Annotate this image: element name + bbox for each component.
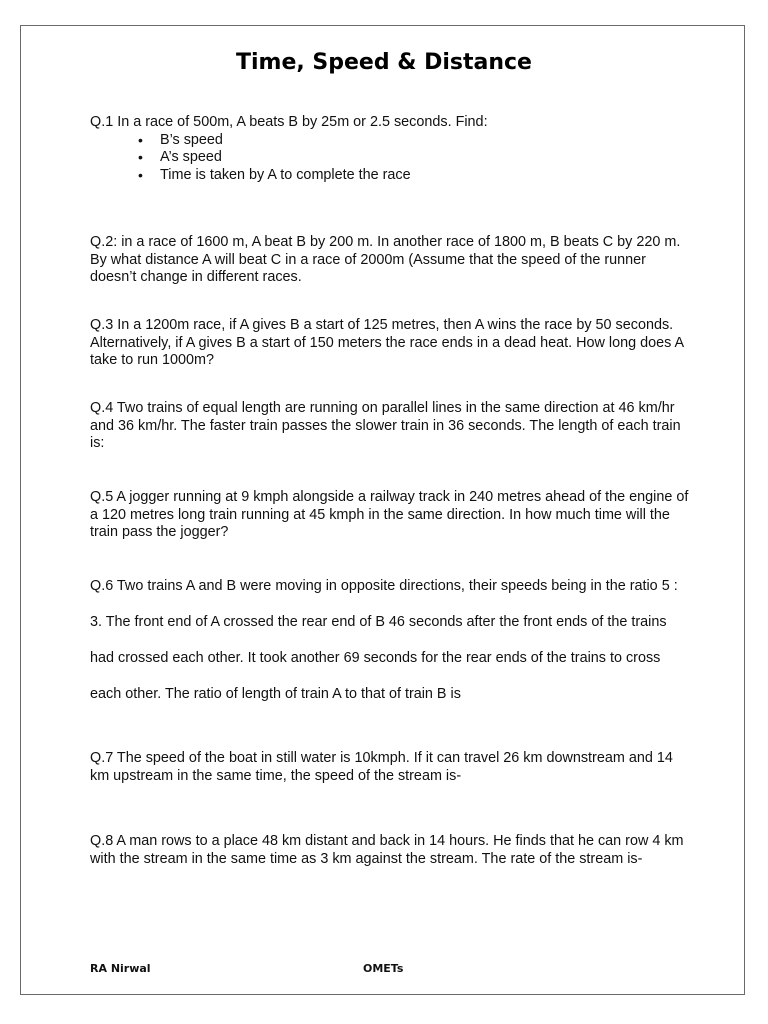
list-item: • Time is taken by A to complete the race (138, 167, 690, 185)
footer-program: OMETs (363, 962, 404, 975)
list-item: • A’s speed (138, 149, 690, 167)
question-8-text: Q.8 A man rows to a place 48 km distant and back in 14 hours. He finds that he can row 4 km with the stream in the same time as 3 km against the stream. The rate of the stream is- (90, 833, 684, 867)
document-title: Time, Speed & Distance (236, 50, 532, 75)
question-4 (90, 400, 690, 453)
question-1-text: Q.1 In a race of 500m, A beats B by 25m or 2.5 seconds. Find: (90, 114, 488, 130)
question-1 (90, 114, 690, 184)
question-5 (90, 489, 690, 542)
question-6-text: Q.6 Two trains A and B were moving in opposite directions, their speeds being in the ratio 5 : 3. The front end of A crossed the rear end of B 46 seconds after the front ends of the trains had crossed each other. It took another 69 seconds for the rear ends of the trains to cross each other. The ratio of length of train A to that of train B is (90, 578, 678, 702)
question-1-list (90, 132, 690, 185)
question-3 (90, 317, 690, 370)
list-item: • B’s speed (138, 132, 690, 150)
question-8 (90, 833, 690, 868)
question-3-text: Q.3 In a 1200m race, if A gives B a start of 125 metres, then A wins the race by 50 seconds. Alternatively, if A gives B a start of 150 meters the race ends in a dead heat. How long does A take to run 1000m? (90, 317, 684, 368)
question-2 (90, 234, 690, 287)
question-7-text: Q.7 The speed of the boat in still water is 10kmph. If it can travel 26 km downstream and 14 km upstream in the same time, the speed of the stream is- (90, 750, 673, 784)
question-4-text: Q.4 Two trains of equal length are running on parallel lines in the same direction at 46 km/hr and 36 km/hr. The faster train passes the slower train in 36 seconds. The length of each train is: (90, 400, 681, 451)
question-7 (90, 750, 690, 785)
footer-author: RA Nirwal (90, 962, 151, 975)
question-6 (90, 568, 690, 712)
question-2-text: Q.2: in a race of 1600 m, A beat B by 200 m. In another race of 1800 m, B beats C by 220 m. By what distance A will beat C in a race of 2000m (Assume that the speed of the runner doesn’t change in different races. (90, 234, 681, 285)
question-5-text: Q.5 A jogger running at 9 kmph alongside a railway track in 240 metres ahead of the engine of a 120 metres long train running at 45 kmph in the same direction. In how much time will the train pass the jogger? (90, 489, 689, 540)
